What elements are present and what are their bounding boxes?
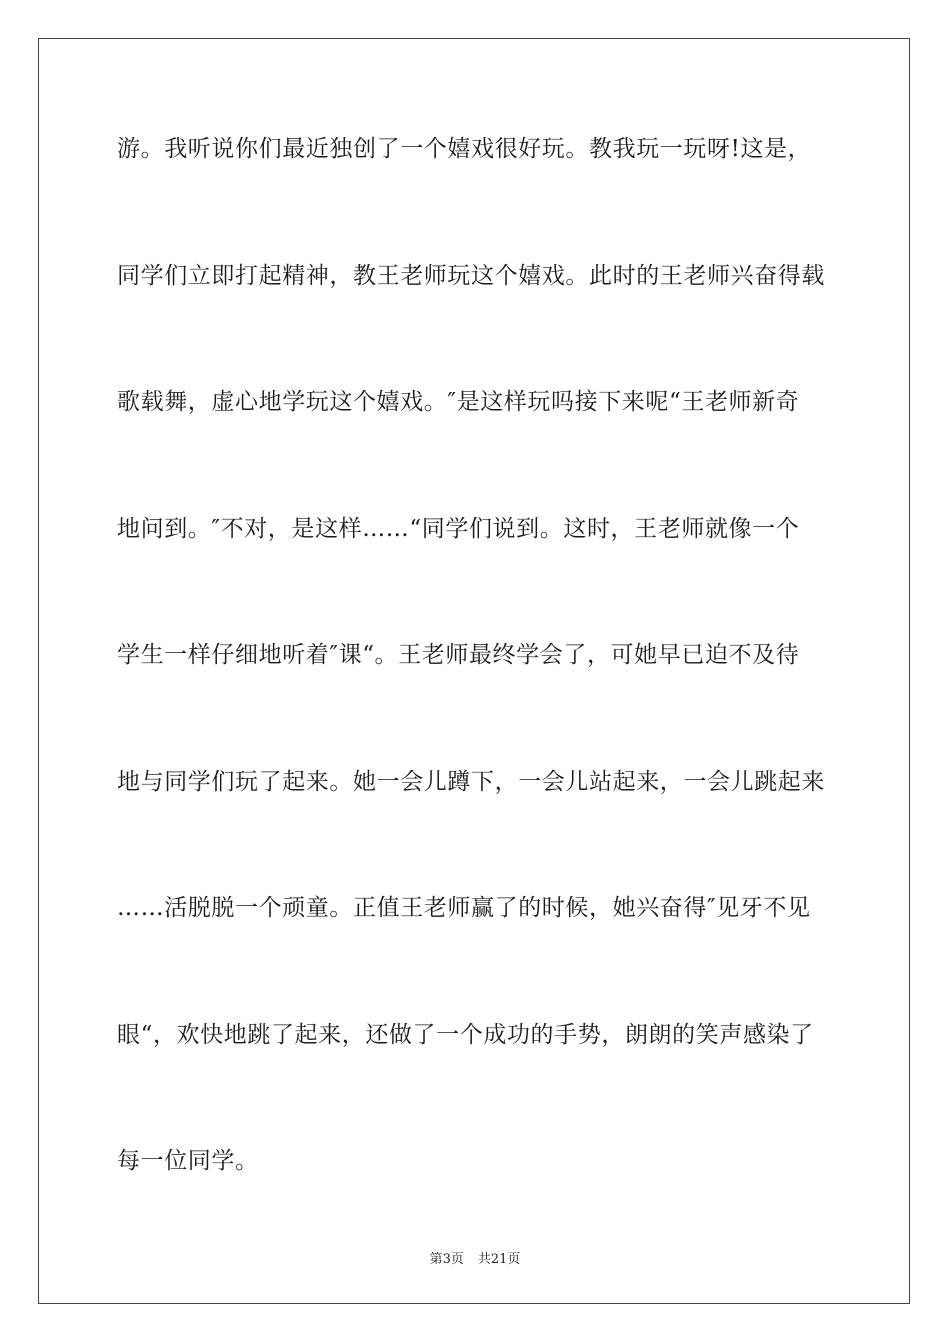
- page-number: 第3页: [429, 1252, 464, 1267]
- text-line: 同学们立即打起精神，教王老师玩这个嬉戏。此时的王老师兴奋得载: [117, 262, 825, 289]
- text-line: 眼“，欢快地跳了起来，还做了一个成功的手势，朗朗的笑声感染了: [117, 1021, 814, 1048]
- body-text: [117, 128, 837, 1182]
- page-total: 共21页: [477, 1252, 521, 1267]
- text-line: 地与同学们玩了起来。她一会儿蹲下，一会儿站起来，一会儿跳起来: [117, 768, 825, 795]
- text-line: 地问到。″不对，是这样……“同学们说到。这时，王老师就像一个: [117, 515, 800, 542]
- text-line: 每一位同学。: [117, 1148, 259, 1174]
- text-line: 游。我听说你们最近独创了一个嬉戏很好玩。教我玩一玩呀!这是，: [117, 136, 812, 162]
- text-line: 歌载舞，虚心地学玩这个嬉戏。″是这样玩吗接下来呢“王老师新奇: [117, 389, 800, 415]
- text-line: ……活脱脱一个顽童。正值王老师赢了的时候，她兴奋得″见牙不见: [117, 895, 811, 921]
- page-footer: [0, 1248, 950, 1267]
- text-line: 学生一样仔细地听着″课“。王老师最终学会了，可她早已迫不及待: [117, 642, 800, 668]
